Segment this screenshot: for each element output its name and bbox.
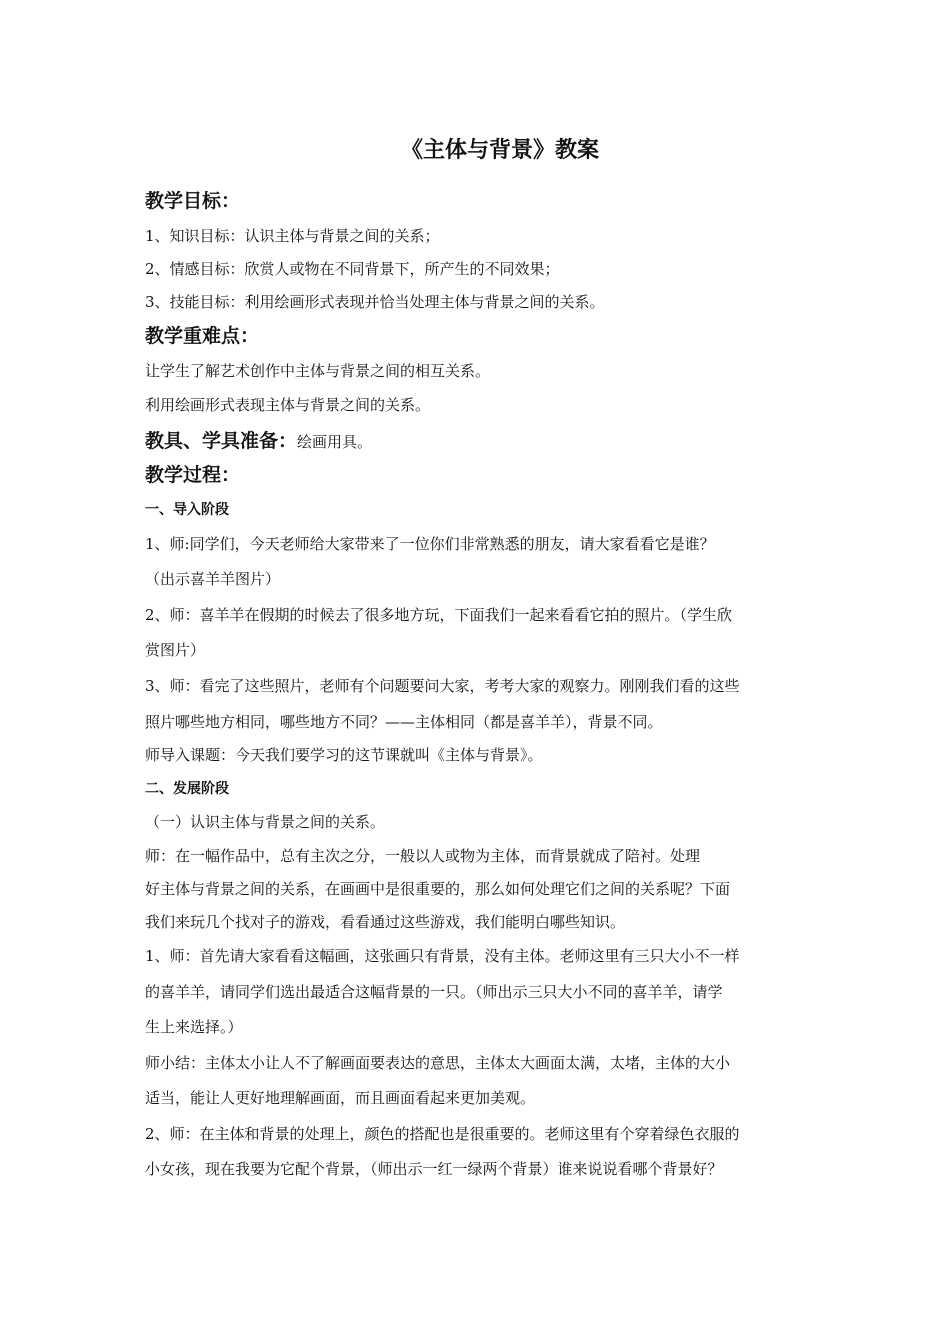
materials-heading: 教具、学具准备：	[145, 430, 298, 452]
stage2-heading: 二、发展阶段	[145, 781, 229, 797]
stage2-line-8: 师小结：主体太小让人不了解画面要表达的意思，主体太大画面太满，太堵，主体的大小	[145, 1054, 731, 1072]
document-title: 《主体与背景》教案	[400, 138, 599, 163]
stage1-line-1: 1、师:同学们，今天老师给大家带来了一位你们非常熟悉的朋友，请大家看看它是谁？	[145, 535, 715, 553]
stage1-line-2: （出示喜羊羊图片）	[145, 570, 281, 588]
stage1-line-4: 赏图片）	[145, 641, 206, 659]
key-points-heading: 教学重难点：	[145, 325, 260, 347]
materials-text: 绘画用具。	[297, 433, 373, 451]
stage1-line-5: 3、师：看完了这些照片，老师有个问题要问大家，考考大家的观察力。刚刚我们看的这些	[145, 677, 740, 695]
stage2-line-1: （一）认识主体与背景之间的关系。	[145, 813, 386, 831]
materials-line	[145, 428, 372, 455]
objectives-heading: 教学目标：	[145, 190, 241, 212]
stage1-line-6: 照片哪些地方相同，哪些地方不同？——主体相同（都是喜羊羊），背景不同。	[145, 713, 663, 731]
stage2-line-6: 的喜羊羊，请同学们选出最适合这幅背景的一只。（师出示三只大小不同的喜羊羊，请学	[145, 983, 723, 1001]
stage2-line-11: 小女孩，现在我要为它配个背景，（师出示一红一绿两个背景）谁来说说看哪个背景好？	[145, 1160, 723, 1178]
stage2-line-3: 好主体与背景之间的关系，在画画中是很重要的，那么如何处理它们之间的关系呢？下面	[145, 880, 731, 898]
stage2-line-5: 1、师：首先请大家看看这幅画，这张画只有背景，没有主体。老师这里有三只大小不一样	[145, 947, 740, 965]
objective-item-1: 1、知识目标：认识主体与背景之间的关系；	[145, 227, 440, 245]
objective-item-2: 2、情感目标：欣赏人或物在不同背景下，所产生的不同效果；	[145, 260, 560, 278]
stage1-line-7: 师导入课题：今天我们要学习的这节课就叫《主体与背景》。	[145, 746, 543, 764]
key-point-item-1: 让学生了解艺术创作中主体与背景之间的相互关系。	[145, 362, 491, 380]
stage1-line-3: 2、师：喜羊羊在假期的时候去了很多地方玩，下面我们一起来看看它拍的照片。（学生欣	[145, 606, 733, 624]
stage1-heading: 一、导入阶段	[145, 502, 229, 518]
stage2-line-2: 师：在一幅作品中，总有主次之分，一般以人或物为主体，而背景就成了陪衬。处理	[145, 847, 701, 865]
key-point-item-2: 利用绘画形式表现主体与背景之间的关系。	[145, 396, 431, 414]
stage2-line-10: 2、师：在主体和背景的处理上，颜色的搭配也是很重要的。老师这里有个穿着绿色衣服的	[145, 1125, 740, 1143]
stage2-line-7: 生上来选择。）	[145, 1018, 243, 1036]
process-heading: 教学过程：	[145, 464, 241, 486]
objective-item-3: 3、技能目标：利用绘画形式表现并恰当处理主体与背景之间的关系。	[145, 293, 605, 311]
stage2-line-9: 适当，能让人更好地理解画面，而且画面看起来更加美观。	[145, 1089, 536, 1107]
stage2-line-4: 我们来玩几个找对子的游戏，看看通过这些游戏，我们能明白哪些知识。	[145, 913, 626, 931]
